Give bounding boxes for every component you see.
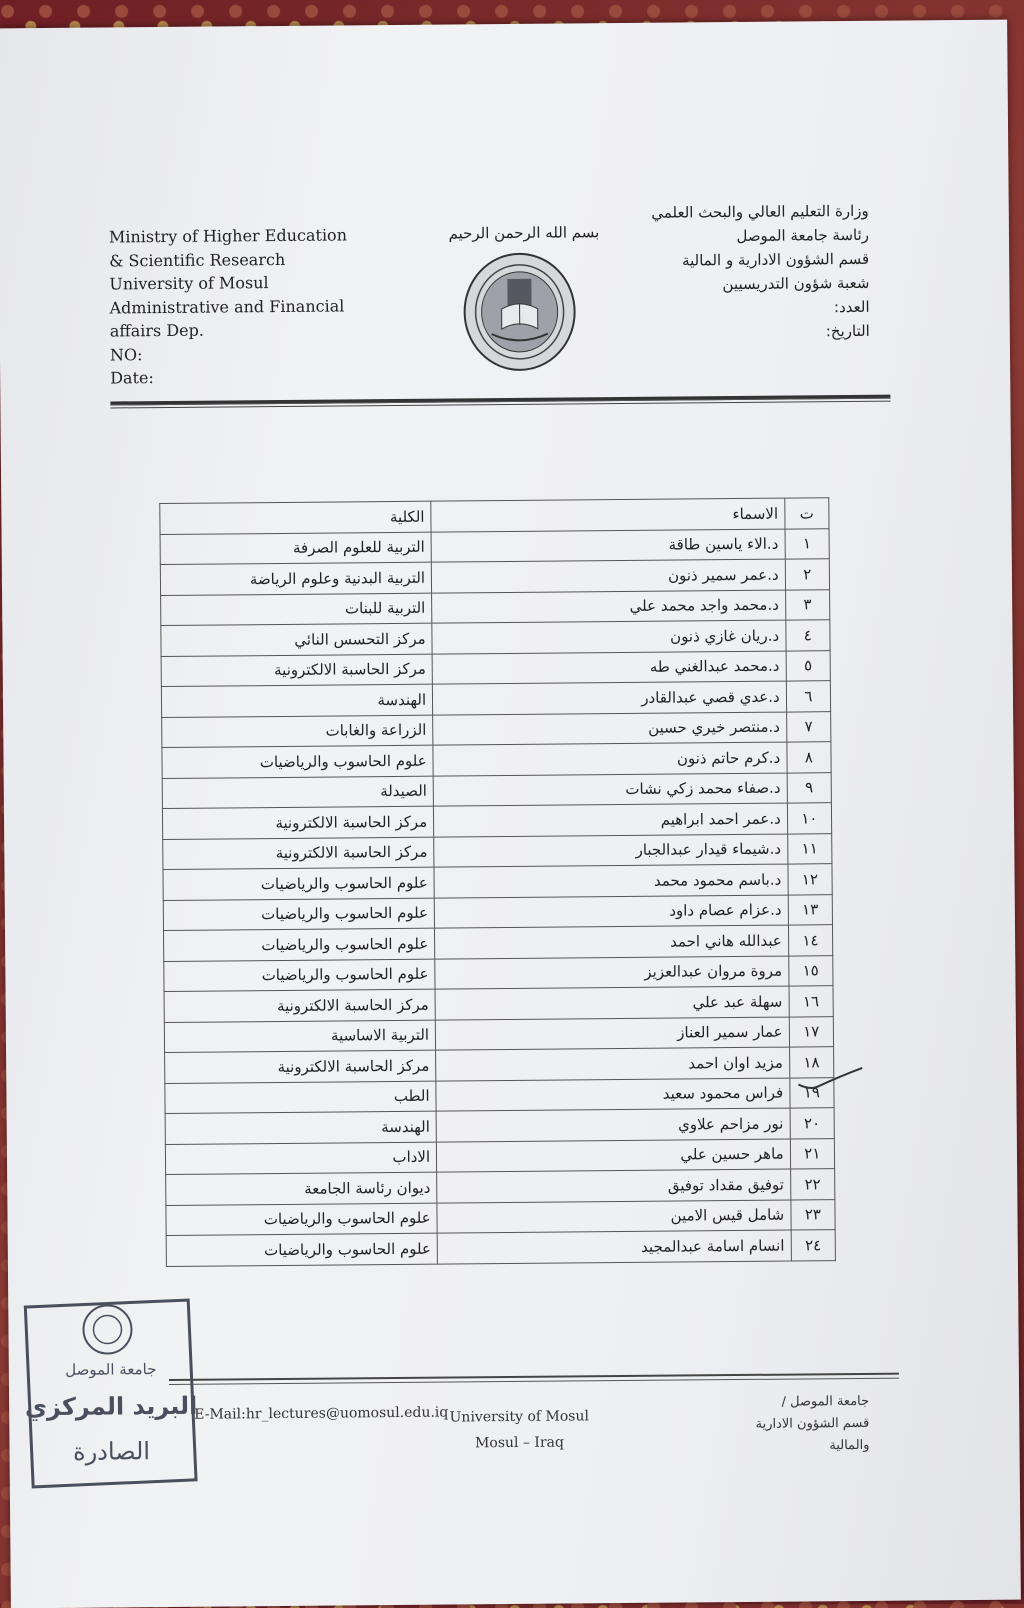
row-name: د.الاء ياسين طاقة: [431, 529, 785, 563]
row-name: د.شيماء قيدار عبدالجبار: [434, 834, 788, 868]
checkmark-icon: [796, 1056, 866, 1097]
header-en-line: Administrative and Financial: [109, 294, 369, 320]
row-name: د.ريان غازي ذنون: [432, 620, 786, 654]
row-name: نور مزاحم علاوي: [436, 1108, 790, 1142]
footer-arabic: [709, 1391, 870, 1458]
row-number: ١٩: [789, 1077, 834, 1108]
row-name: فراس محمود سعيد: [436, 1078, 790, 1112]
basmala-text: بسم الله الرحمن الرحيم: [424, 223, 624, 243]
footer-ar-line: قسم الشؤون الادارية: [709, 1413, 869, 1436]
row-college: التربية للبنات: [161, 593, 432, 626]
row-college: علوم الحاسوب والرياضيات: [164, 959, 435, 992]
row-number: ٥: [786, 650, 831, 681]
row-name: عبدالله هاني احمد: [435, 925, 789, 959]
row-name: د.كرم حاتم ذنون: [433, 742, 787, 776]
row-name: د.عمر سمير ذنون: [431, 559, 785, 593]
row-number: ٢٢: [790, 1169, 835, 1200]
row-number: ١١: [787, 833, 832, 864]
row-college: الصيدلة: [162, 776, 433, 809]
office-stamp-icon: [22, 1289, 199, 1491]
row-name: ماهر حسين علي: [436, 1139, 790, 1173]
row-college: الزراعة والغابات: [162, 715, 433, 748]
header-college: الكلية: [160, 501, 431, 534]
row-college: مركز الحاسبة الالكترونية: [161, 654, 432, 687]
row-number: ٧: [786, 711, 831, 742]
row-college: مركز الحاسبة الالكترونية: [162, 806, 433, 839]
header-en-date: Date:: [110, 364, 370, 390]
row-number: ٢: [785, 559, 830, 590]
row-number: ٣: [785, 589, 830, 620]
header-en-line: University of Mosul: [109, 270, 369, 296]
row-name: مزيد اوان احمد: [436, 1047, 790, 1081]
row-number: ١٨: [789, 1047, 834, 1078]
row-number: ١٢: [788, 864, 833, 895]
header-en-line: affairs Dep.: [110, 317, 370, 343]
row-name: عمار سمير العناز: [435, 1017, 789, 1051]
footer-university: University of Mosul: [429, 1403, 609, 1431]
row-name: د.محمد عبدالغني طه: [432, 651, 786, 685]
row-number: ١٠: [787, 803, 832, 834]
stamp-line: الصادرة: [73, 1437, 150, 1466]
stamp-line: جامعة الموصل: [65, 1360, 156, 1379]
header-en-line: & Scientific Research: [109, 247, 369, 273]
row-college: علوم الحاسوب والرياضيات: [166, 1233, 437, 1266]
row-college: التربية الاساسية: [164, 1020, 435, 1053]
staff-table: [159, 497, 836, 1266]
row-number: ٨: [787, 742, 832, 773]
row-college: علوم الحاسوب والرياضيات: [163, 898, 434, 931]
header-english-block: [109, 223, 370, 390]
row-name: توفيق مقداد توفيق: [437, 1169, 791, 1203]
row-number: ٢٤: [791, 1230, 836, 1261]
row-number: ٤: [786, 620, 831, 651]
row-college: ديوان رئاسة الجامعة: [166, 1172, 437, 1205]
row-number: ٩: [787, 772, 832, 803]
row-number: ٦: [786, 681, 831, 712]
footer-ar-line: جامعة الموصل /: [709, 1391, 869, 1414]
footer-ar-line: والمالية: [709, 1435, 869, 1458]
stamp-line: البريد المركزي: [25, 1392, 198, 1422]
header-arabic-block: [609, 199, 870, 345]
row-name: شامل قيس الامين: [437, 1200, 791, 1234]
header-ar-line: شعبة شؤون التدريسيين: [609, 271, 869, 297]
row-college: علوم الحاسوب والرياضيات: [164, 928, 435, 961]
row-number: ١٣: [788, 894, 833, 925]
row-number: ١٦: [789, 986, 834, 1017]
row-number: ١٧: [789, 1016, 834, 1047]
row-college: التربية البدنية وعلوم الرياضة: [160, 562, 431, 595]
row-college: مركز الحاسبة الالكترونية: [164, 989, 435, 1022]
row-name: مروة مروان عبدالعزيز: [435, 956, 789, 990]
header-ar-line: قسم الشؤون الادارية و المالية: [609, 247, 869, 273]
row-college: الهندسة: [165, 1111, 436, 1144]
row-college: علوم الحاسوب والرياضيات: [163, 867, 434, 900]
header-names: الاسماء: [431, 498, 785, 532]
row-name: د.عمر احمد ابراهيم: [434, 803, 788, 837]
header-ar-line: رئاسة جامعة الموصل: [609, 223, 869, 249]
row-name: د.باسم محمود محمد: [434, 864, 788, 898]
row-college: علوم الحاسوب والرياضيات: [162, 745, 433, 778]
header-en-line: Ministry of Higher Education: [109, 223, 369, 249]
row-number: ١: [785, 528, 830, 559]
row-name: د.محمد واجد محمد علي: [432, 590, 786, 624]
row-college: التربية للعلوم الصرفة: [160, 532, 431, 565]
university-seal-icon: [459, 248, 580, 374]
header-en-number: NO:: [110, 341, 370, 367]
footer-divider: [169, 1373, 899, 1381]
header-ar-line: وزارة التعليم العالي والبحث العلمي: [609, 199, 869, 225]
document-page: [0, 20, 1021, 1608]
row-college: مركز الحاسبة الالكترونية: [163, 837, 434, 870]
row-name: انسام اسامة عبدالمجيد: [437, 1230, 791, 1264]
row-college: مركز الحاسبة الالكترونية: [165, 1050, 436, 1083]
row-name: سهلة عبد علي: [435, 986, 789, 1020]
row-number: ٢٠: [790, 1108, 835, 1139]
row-name: د.منتصر خيري حسين: [433, 712, 787, 746]
row-number: ٢١: [790, 1138, 835, 1169]
row-number: ١٥: [788, 955, 833, 986]
header-num: ت: [784, 498, 829, 529]
header-ar-number: العدد:: [609, 295, 869, 321]
row-college: الهندسة: [161, 684, 432, 717]
row-college: الطب: [165, 1081, 436, 1114]
row-college: علوم الحاسوب والرياضيات: [166, 1203, 437, 1236]
header-ar-date: التاريخ:: [610, 319, 870, 345]
table-row: [166, 1230, 835, 1266]
row-college: الاداب: [165, 1142, 436, 1175]
row-name: د.عزام عصام داود: [434, 895, 788, 929]
row-number: ١٤: [788, 925, 833, 956]
footer-email: E-Mail:hr_lectures@uomosul.edu.iq: [194, 1405, 448, 1423]
row-number: ٢٣: [791, 1199, 836, 1230]
row-college: مركز التحسس النائي: [161, 623, 432, 656]
row-name: د.صفاء محمد زكي نشات: [433, 773, 787, 807]
footer-city: Mosul – Iraq: [429, 1429, 609, 1457]
footer-address: [429, 1403, 609, 1457]
row-name: د.عدي قصي عبدالقادر: [432, 681, 786, 715]
